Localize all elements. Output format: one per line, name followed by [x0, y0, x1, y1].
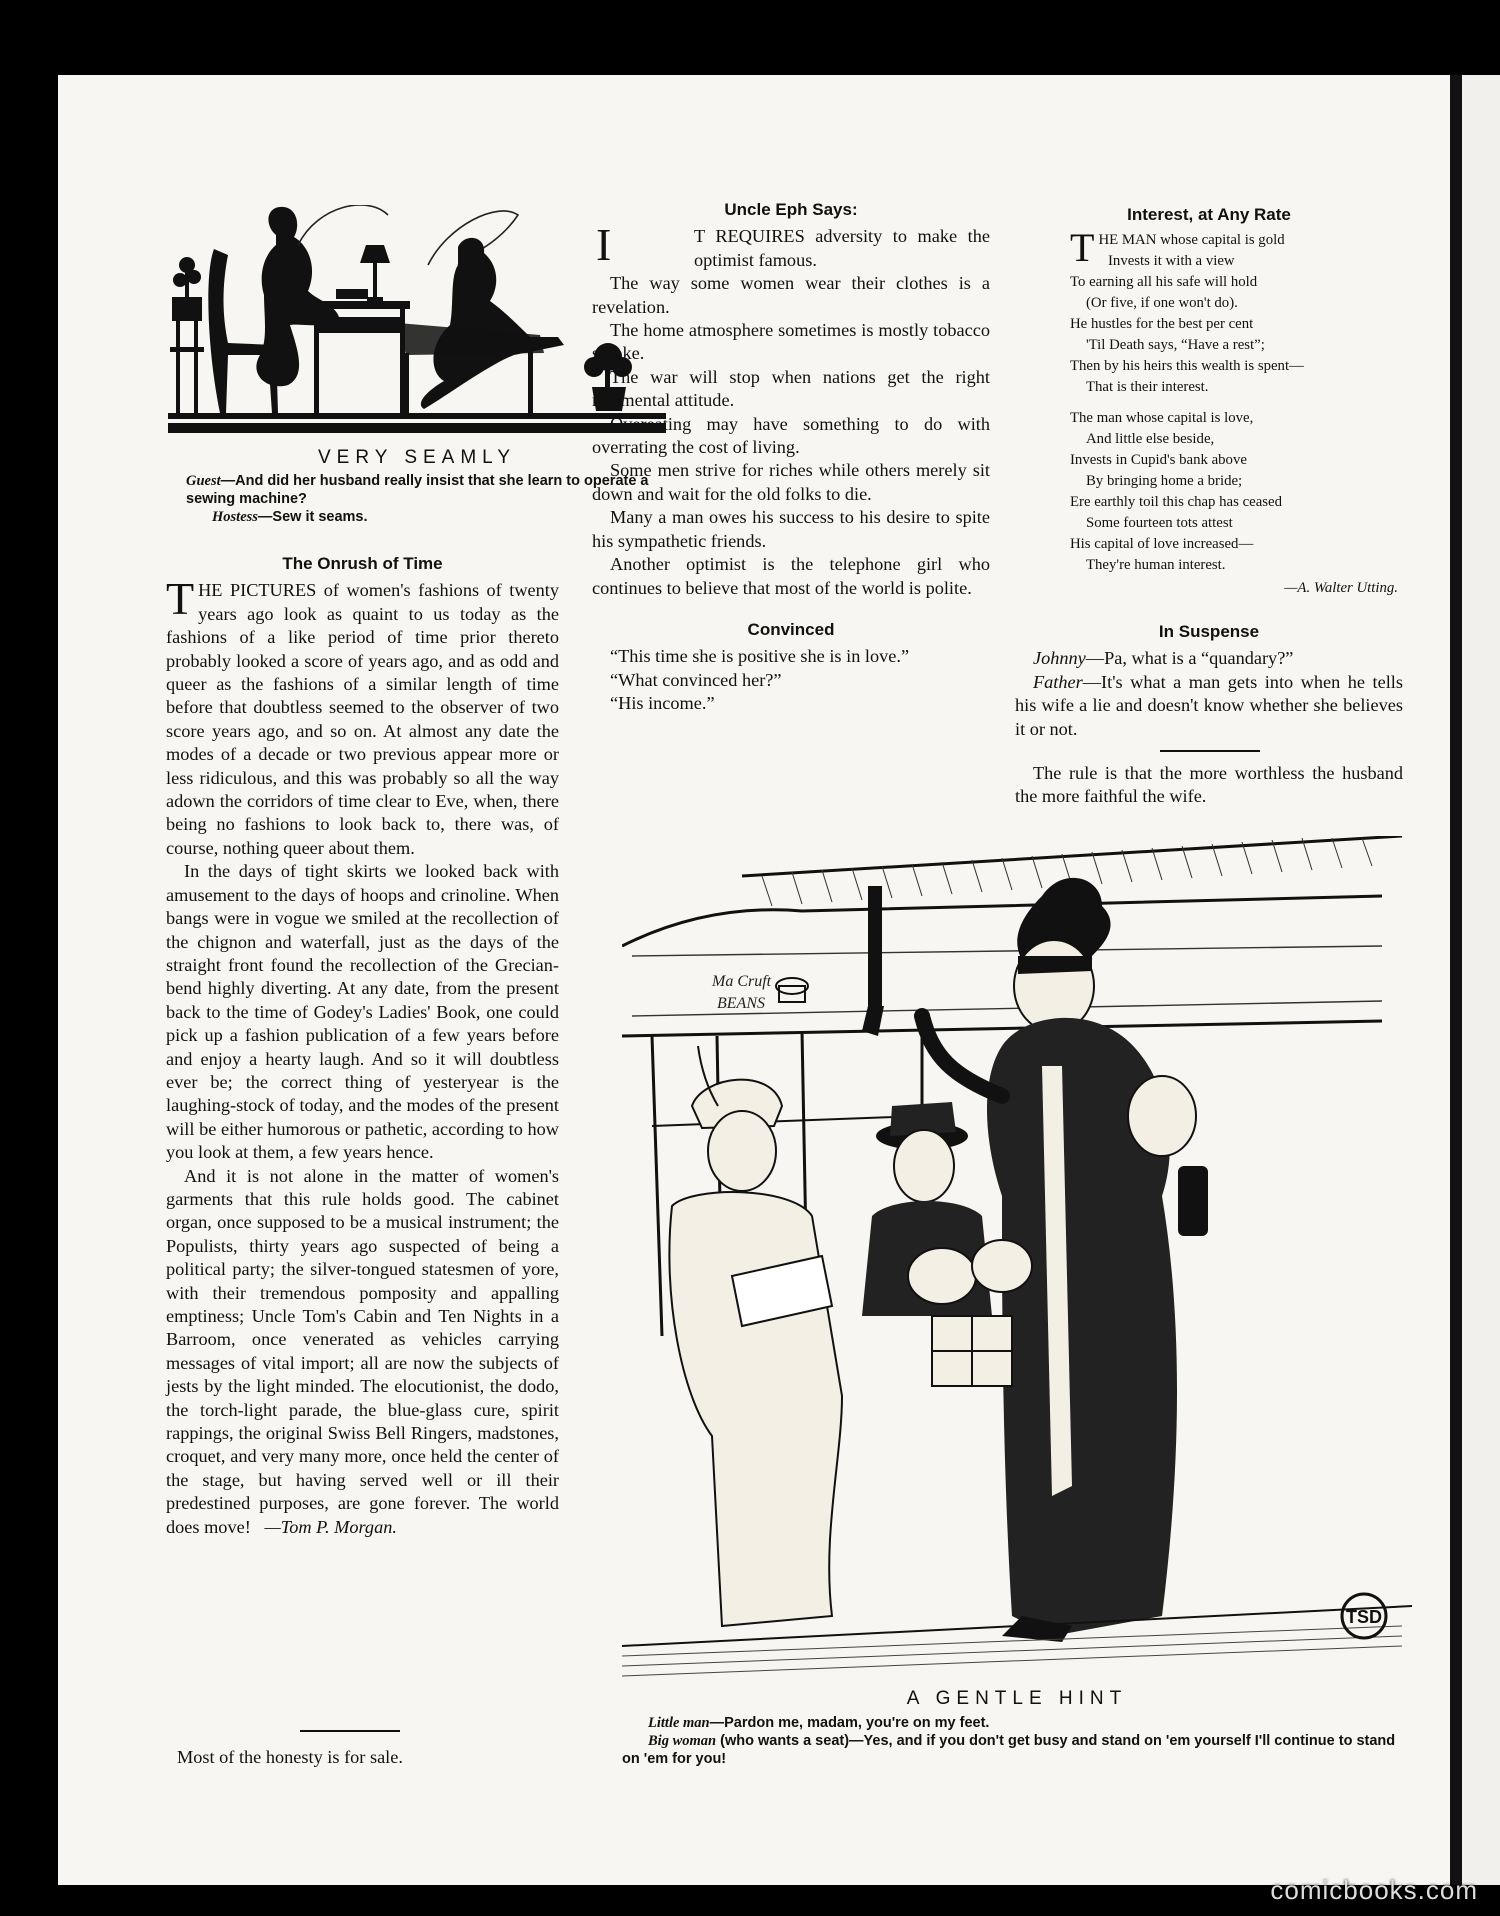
speaker-label: Little man	[648, 1715, 710, 1731]
poem-line: Then by his heirs this wealth is spent—	[1070, 358, 1304, 374]
paragraph-text: And it is not alone in the matter of women's garments that this rule holds good. The cabinet organ, once supposed to be a musical instrument; the Populists, thirty years ago suspected of being a political party; the silver-tongued statesmen of yore, with their tremendous pomposity and appalling emptiness; Uncle Tom's Cabin and Ten Nights in a Barroom, once venerated as vehicles carrying messages of vital import; all are now the subjects of jests by the light minded. The elocutionist, the dodo, the torch-light parade, the blue-glass cure, spirit rappings, the original Swiss Bell Ringers, madstones, croquet, and very many more, once held the center of the stage, but having served well or ill their predestined purposes, are gone forever. The world does move!	[166, 1165, 559, 1537]
speaker-label: Hostess	[212, 509, 258, 525]
article-paragraph: The war will stop when nations get the right regimental attitude.	[592, 366, 990, 411]
separator-rule	[1160, 750, 1260, 752]
poem-line: He hustles for the best per cent	[1070, 316, 1254, 332]
poem-line: Invests in Cupid's bank above	[1070, 452, 1247, 468]
suspense-column	[1015, 620, 1403, 741]
article-heading: In Suspense	[1158, 622, 1260, 641]
poem-line: (Or five, if one won't do).	[1086, 295, 1238, 311]
speaker-label: Big woman	[648, 1733, 717, 1749]
article-paragraph: Overeating may have something to do with overrating the cost of living.	[592, 413, 990, 458]
cartoon-title: VERY SEAMLY	[317, 447, 516, 468]
article-heading: Convinced	[747, 619, 835, 639]
drop-cap: I	[596, 219, 612, 271]
poem-line: THE MAN whose capital is gold	[1070, 225, 1285, 270]
filler-line	[177, 1746, 567, 1769]
caption-line: —Sew it seams.	[257, 509, 368, 525]
article-heading: Uncle Eph Says:	[724, 200, 858, 219]
watermark: comicbooks.com	[1270, 1875, 1478, 1905]
filler-line	[1015, 762, 1403, 809]
poem-line: By bringing home a bride;	[1086, 473, 1243, 489]
svg-text:BEANS: BEANS	[717, 995, 765, 1012]
poem-line: 'Til Death says, “Have a rest”;	[1086, 337, 1265, 353]
svg-text:Ma Cruft: Ma Cruft	[712, 973, 772, 990]
article-paragraph: The home atmosphere sometimes is mostly tobacco smoke.	[592, 320, 990, 364]
article-paragraph	[166, 1165, 559, 1540]
article-paragraph: Another optimist is the telephone girl who continues to believe that most of the world is polite.	[592, 554, 990, 598]
poem-line: And little else beside,	[1086, 431, 1215, 447]
poem-heading: Interest, at Any Rate	[1127, 205, 1291, 224]
separator-rule	[300, 1730, 400, 1732]
poem	[1070, 225, 1410, 599]
caption-line: (who wants a seat)—Yes, and if you don't get busy and stand on 'em yourself I'll continue to stand on 'em for you!	[622, 1733, 1396, 1767]
speaker-label: Guest	[186, 473, 221, 489]
poem-line: They're human interest.	[1086, 557, 1226, 573]
article-paragraph: In the days of tight skirts we looked back with amusement to the days of hoops and crinoline. When bangs were in vogue we smiled at the recollection of the chignon and waterfall, just as the days of the straight front found the recollection of the Grecian-bend highly diverting. At any date, from the present back to the time of Godey's Ladies' Book, one could pick up a fashion publication of a few years before and enjoy a hearty laugh. And so it will doubtless ever be; the correct thing of yesteryear is the laughing-stock of today, and the modes of the present will be either humorous or pathetic, according to how you look at them, a few years hence.	[166, 861, 559, 1163]
dialogue-line: “His income.”	[610, 693, 715, 714]
next-page-edge	[1462, 75, 1500, 1885]
speaker-label: Johnny	[1033, 648, 1086, 669]
filler-text: The rule is that the more worthless the husband the more faithful the wife.	[1015, 763, 1403, 807]
cartoon-caption	[622, 1714, 1412, 1768]
dialogue-line: Father—It's what a man gets into when he tells his wife a lie and doesn't know whether she believes it or not.	[1015, 671, 1403, 739]
poem-line: The man whose capital is love,	[1070, 410, 1254, 426]
eph-column	[592, 198, 990, 716]
filler-text: Most of the honesty is for sale.	[177, 1747, 403, 1767]
poem-line: His capital of love increased—	[1070, 536, 1254, 552]
dialogue-line: Johnny—Pa, what is a “quandary?”	[1033, 648, 1294, 669]
poem-line: Some fourteen tots attest	[1086, 515, 1233, 531]
article-heading: The Onrush of Time	[282, 554, 443, 573]
poem-line: Invests it with a view	[1108, 253, 1235, 269]
drop-cap: T	[166, 573, 195, 625]
cartoon-title: A GENTLE HINT	[906, 1688, 1128, 1709]
article-paragraph	[166, 573, 559, 860]
caption-line: —And did her husband really insist that she learn to operate a sewing machine?	[186, 473, 649, 507]
streetcar-cartoon	[622, 836, 1412, 1686]
poem-line: Ere earthly toil this chap has ceased	[1070, 494, 1283, 510]
speaker-label: Father	[1033, 671, 1083, 692]
artist-monogram: TSD	[1346, 1607, 1382, 1627]
onrush-column	[166, 552, 559, 1539]
byline: —Tom P. Morgan.	[264, 1516, 397, 1537]
caption-line: —Pardon me, madam, you're on my feet.	[709, 1715, 990, 1731]
dialogue-line: “This time she is positive she is in love.”	[610, 646, 910, 667]
article-paragraph: The way some women wear their clothes is a revelation.	[592, 273, 990, 317]
paragraph-text: HE PICTURES of women's fashions of twenty years ago look as quaint to us today as the fashions of a like period of time prior thereto probably looked a score of years ago, and as odd and queer as the fashions of a similar length of time before that doubtless seemed to the observer of two score years ago, and so on. At almost any date the modes of a decade or two previous appear more or less ridiculous, and this was probably so all the way adown the corridors of time clear to Eve, when, there being no fashions to look back to, there was, of course, nothing queer about them.	[166, 580, 559, 858]
article-paragraph	[592, 219, 990, 272]
byline: —A. Walter Utting.	[1284, 580, 1398, 596]
dialogue-line: “What convinced her?”	[610, 669, 782, 690]
drop-cap: T	[1070, 225, 1095, 270]
paragraph-text: T REQUIRES adversity to make the optimist famous.	[694, 226, 990, 270]
article-paragraph: Many a man owes his success to his desire to spite his sympathetic friends.	[592, 507, 990, 551]
article-paragraph: Some men strive for riches while others merely sit down and wait for the old folks to die.	[592, 460, 990, 504]
poem-line: That is their interest.	[1086, 379, 1209, 395]
poem-line: To earning all his safe will hold	[1070, 274, 1258, 290]
